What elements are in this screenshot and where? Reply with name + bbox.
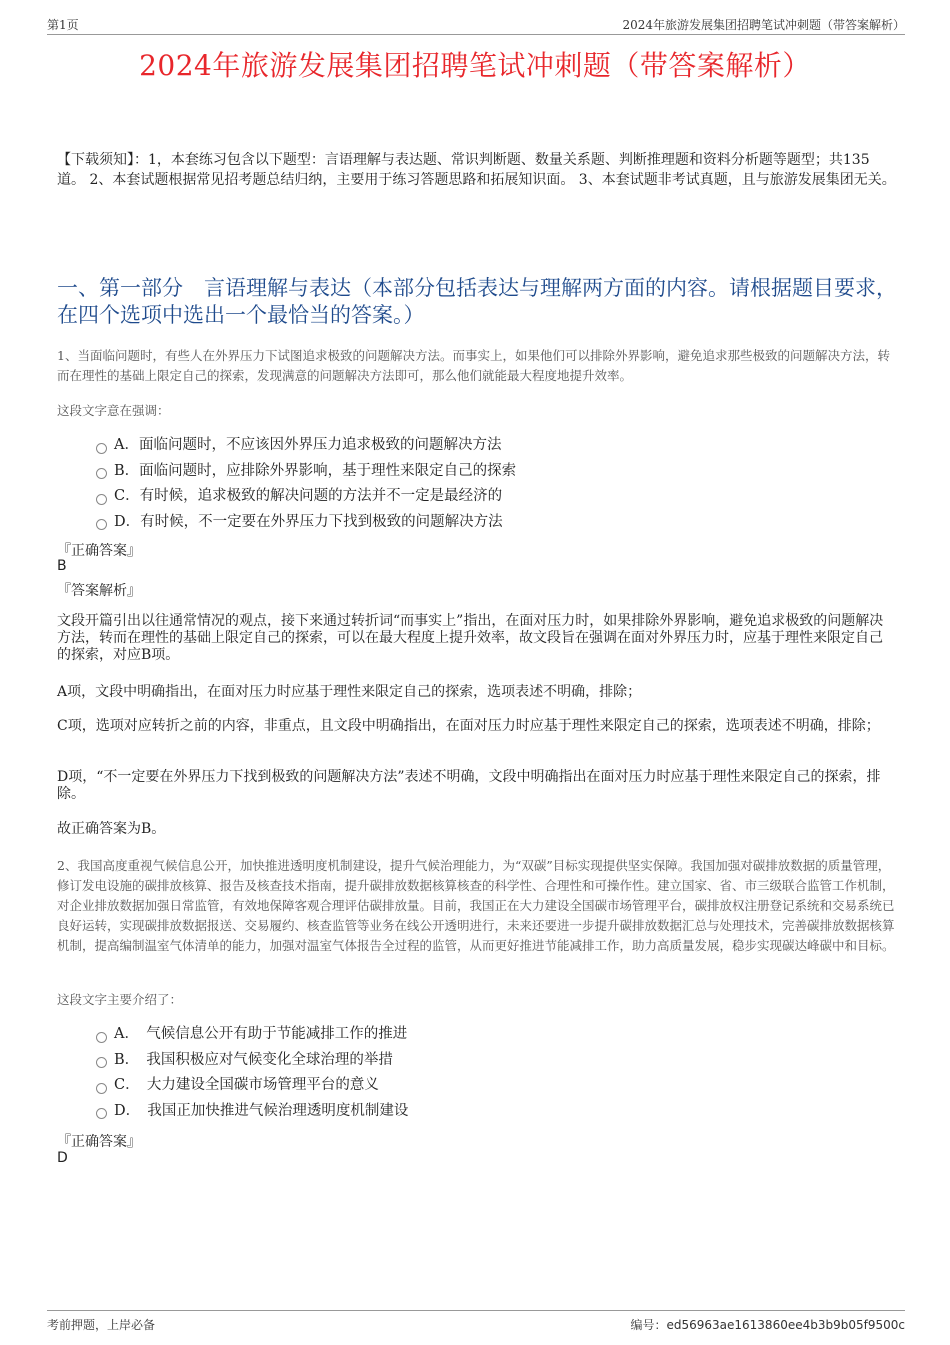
footer-slogan: 考前押题，上岸必备 bbox=[47, 1318, 156, 1332]
radio-icon[interactable] bbox=[96, 1083, 107, 1094]
page-header bbox=[47, 14, 905, 35]
option-d[interactable]: D．有时候，不一定要在外界压力下找到极致的问题解决方法 bbox=[96, 510, 516, 536]
answer-label: 『正确答案』 bbox=[57, 543, 141, 559]
question-1-text: 1、当面临问题时，有些人在外界压力下试图追求极致的问题解决方法。而事实上，如果他们可以排除外界影响，避免追求那些极致的问题解决方法，转而在理性的基础上限定自己的探索，发现满意的问题解决方法即可，那么他们就能最大程度地提升效率。 bbox=[57, 348, 890, 383]
analysis-paragraph: A项，文段中明确指出，在面对压力时应基于理性来限定自己的探索，选项表述不明确，排除； bbox=[57, 684, 642, 700]
option-b[interactable]: B．面临问题时，应排除外界影响，基于理性来限定自己的探索 bbox=[96, 459, 516, 485]
radio-icon[interactable] bbox=[96, 1032, 107, 1043]
analysis-paragraph: 文段开篇引出以往通常情况的观点，接下来通过转折词“而事实上”指出，在面对压力时，如果排除外界影响，避免追求极致的问题解决方法，转而在理性的基础上限定自己的探索，可以在最大程度上提升效率，故文段旨在强调在面对外界压力时，应基于理性来限定自己的探索，对应B项。 bbox=[57, 613, 884, 663]
page-footer bbox=[47, 1310, 905, 1337]
analysis-paragraph: D项，“不一定要在外界压力下找到极致的问题解决方法”表述不明确，文段中明确指出在面对压力时应基于理性来限定自己的探索，排除。 bbox=[57, 769, 881, 802]
option-d[interactable]: D． 我国正加快推进气候治理透明度机制建设 bbox=[96, 1099, 408, 1125]
analysis-paragraph: C项，选项对应转折之前的内容，非重点，且文段中明确指出，在面对压力时应基于理性来限定自己的探索，选项表述不明确，排除； bbox=[57, 718, 880, 734]
question-2-options bbox=[96, 1022, 408, 1124]
option-b[interactable]: B． 我国积极应对气候变化全球治理的举措 bbox=[96, 1048, 408, 1074]
analysis-conclusion: 故正确答案为B。 bbox=[57, 821, 166, 837]
radio-icon[interactable] bbox=[96, 468, 107, 479]
download-notice: 【下载须知】：1，本套练习包含以下题型：言语理解与表达题、常识判断题、数量关系题、判断推理题和资料分析题等题型；共135道。 2、本套试题根据常见招考题总结归纳，主要用于练习答题思路和拓展知识面。 3、本套试题非考试真题，且与旅游发展集团无关。 bbox=[57, 152, 896, 188]
radio-icon[interactable] bbox=[96, 443, 107, 454]
option-a[interactable]: A． 气候信息公开有助于节能减排工作的推进 bbox=[96, 1022, 408, 1048]
radio-icon[interactable] bbox=[96, 1057, 107, 1068]
question-1-options bbox=[96, 433, 516, 535]
code-label: 编号： bbox=[630, 1318, 667, 1332]
code-value: ed56963ae1613860ee4b3b9b05f9500c bbox=[666, 1318, 905, 1332]
option-a[interactable]: A．面临问题时，不应该因外界压力追求极致的问题解决方法 bbox=[96, 433, 516, 459]
answer-value: D bbox=[57, 1150, 68, 1166]
question-2-prompt: 这段文字主要介绍了： bbox=[57, 992, 183, 1007]
radio-icon[interactable] bbox=[96, 494, 107, 505]
answer-value: B bbox=[57, 558, 67, 574]
radio-icon[interactable] bbox=[96, 519, 107, 530]
option-c[interactable]: C．有时候，追求极致的解决问题的方法并不一定是最经济的 bbox=[96, 484, 516, 510]
analysis-label: 『答案解析』 bbox=[57, 583, 141, 599]
question-1-prompt: 这段文字意在强调： bbox=[57, 403, 170, 418]
document-title: 2024年旅游发展集团招聘笔试冲刺题（带答案解析） bbox=[139, 49, 811, 82]
page-number: 第1页 bbox=[47, 18, 79, 32]
header-doc-title: 2024年旅游发展集团招聘笔试冲刺题（带答案解析） bbox=[622, 18, 905, 32]
document-code bbox=[630, 1316, 905, 1333]
option-c[interactable]: C． 大力建设全国碳市场管理平台的意义 bbox=[96, 1073, 408, 1099]
radio-icon[interactable] bbox=[96, 1108, 107, 1119]
question-2-text: 2、我国高度重视气候信息公开，加快推进透明度机制建设，提升气候治理能力，为“双碳”目标实现提供坚实保障。我国加强对碳排放数据的质量管理，修订发电设施的碳排放核算、报告及核查技术指南，提升碳排放数据核算核查的科学性、合理性和可操作性。建立国家、省、市三级联合监管工作机制，对企业排放数据加强日常监管，有效地保障客观合理评估碳排放量。目前，我国正在大力建设全国碳市场管理平台，碳排放权注册登记系统和交易系统已良好运转，实现碳排放数据报送、交易履约、核查监管等业务在线公开透明进行，未来还要进一步提升碳排放数据汇总与处理技术，完善碳排放数据核算机制，提高编制温室气体清单的能力，加强对温室气体报告全过程的监管，从而更好推进节能减排工作，助力高质量发展，稳步实现碳达峰碳中和目标。 bbox=[57, 858, 895, 953]
answer-label: 『正确答案』 bbox=[57, 1134, 141, 1150]
section-title: 一、第一部分 言语理解与表达（本部分包括表达与理解两方面的内容。请根据题目要求，在四个选项中选出一个最恰当的答案。） bbox=[57, 276, 897, 327]
